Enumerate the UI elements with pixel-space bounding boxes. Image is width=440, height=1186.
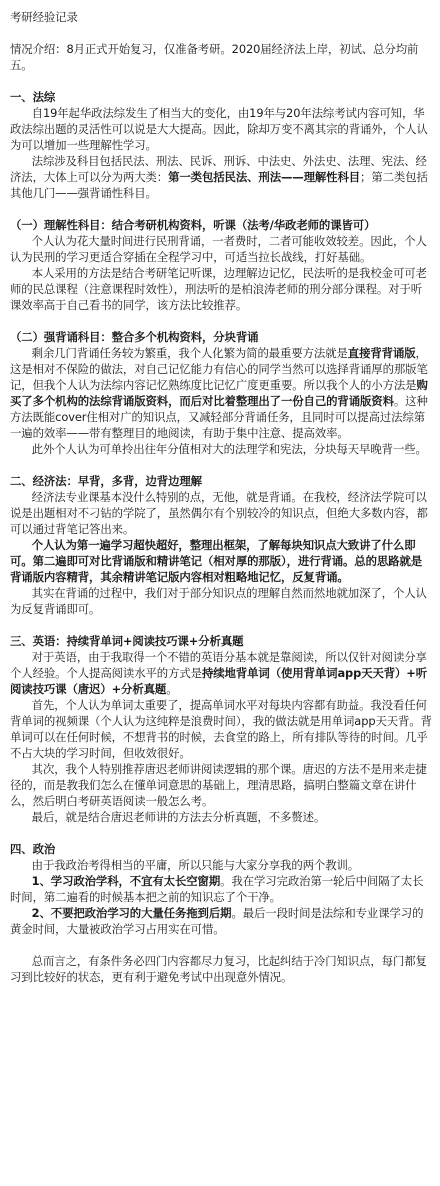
economic-law-paragraph-1: 经济法专业课基本没什么特别的点，无他，就是背诵。在我校，经济法学院可以说是出题相对不刁钻的学院了，虽然偶尔有个别较冷的知识点，但绝大多数内容，都可以通过背笔记答出来。 [10,490,428,536]
conclusion-paragraph: 总而言之，有条件务必四门内容都尽力复习，比起纠结于冷门知识点，每门都复习到比较好的状态，更有利于避免考试中出现意外情况。 [10,954,427,984]
english-paragraph-1: 对于英语，由于我取得一个不错的英语分基本就是靠阅读，所以仅针对阅读分享个人经验。个人提高阅读水平的方式是持续地背单词（使用背单词app天天背）+听阅读技巧课（唐迟）+分析真题。 [10,650,428,696]
english-paragraph-3: 其次，我个人特别推荐唐迟老师讲阅读逻辑的那个课。唐迟的方法不是用来走捷径的，而是教我们怎么在懂单词意思的基础上，理清思路，搞明白整篇文章在讲什么，然后明白考研英语阅读一般怎么考。 [10,762,427,808]
intro-paragraph: 情况介绍：8月正式开始复习，仅准备考研。2020届经济法上岸，初试、总分均前五。 [10,42,419,72]
law-paragraph-1: 自19年起华政法综发生了相当大的变化，由19年与20年法综考试内容可知，华政法综出题的灵活性可以说是大大提高。因此，除却万变不离其宗的背诵外，个人认为可以增加一些理解性学习。 [10,106,428,152]
politics-lesson-2: 2、不要把政治学习的大量任务拖到后期。最后一段时间是法综和专业课学习的黄金时间，大量被政治学习占用实在可惜。 [10,906,424,936]
politics-paragraph-1: 由于我政治考得相当的平庸，所以只能与大家分享我的两个教训。 [31,858,360,872]
economic-law-paragraph-3: 其实在背诵的过程中，我们对于部分知识点的理解自然而然地就加深了，个人认为反复背诵即可。 [10,586,427,616]
memorization-paragraph-2: 此外个人认为可单拎出往年分值相对大的法理学和宪法，分块每天早晚背一些。 [31,442,427,456]
document-title: 考研经验记录 [10,10,78,24]
economic-law-paragraph-2: 个人认为第一遍学习超快超好，整理出框架，了解每块知识点大致讲了什么即可。第二遍即可对比背诵版和精讲笔记（相对厚的那版），进行背诵。总的思路就是背诵版内容精背，其余精讲笔记版内容相对粗略地记忆，反复背诵。 [10,538,423,584]
memorization-paragraph-1: 剩余几门背诵任务较为繁重，我个人化繁为简的最重要方法就是直接背背诵版，这是相对不保险的做法，对自己记忆能力有信心的同学当然可以选择背诵厚的那版笔记，但我个人认为法综内容记忆熟练度比记忆广度更重要。所以我个人的小方法是购买了多个机构的法综背诵版资料，而后对比着整理出了一份自己的背诵版资料。这种方法既能cover住相对广的知识点，又减轻部分背诵任务，且同时可以提高过法综第一遍的效率——带有整理目的地阅读，有助于集中注意、提高效率。 [10,346,428,440]
understanding-paragraph-2: 本人采用的方法是结合考研笔记听课，边理解边记忆，民法听的是我校金可可老师的民总课程（注意课程时效性），刑法听的是柏浪涛老师的刑分部分课程。对于听课效率高于自己看书的同学，该方法比较推荐。 [10,266,427,312]
english-paragraph-4: 最后，就是结合唐迟老师讲的方法去分析真题，不多赘述。 [31,810,326,824]
subsection-heading-understanding: （一）理解性科目：结合考研机构资料，听课（法考/华政老师的课皆可） [10,218,376,232]
section-heading-economic-law: 二、经济法：早背，多背，边背边理解 [10,474,202,488]
english-paragraph-2: 首先，个人认为单词太重要了，提高单词水平对每块内容都有助益。我没看任何背单词的视频课（个人认为这纯粹是浪费时间），我的做法就是用单词app天天背。背单词可以在任何时候，不想背书的时候，去食堂的路上，所有排队等待的时间。几乎不占大块的学习时间，但收效很好。 [10,698,432,760]
section-heading-law: 一、法综 [10,90,56,104]
law-paragraph-2: 法综涉及科目包括民法、刑法、民诉、刑诉、中法史、外法史、法理、宪法、经济法，大体上可以分为两大类：第一类包括民法、刑法——理解性科目；第二类包括其他几门——强背诵性科目。 [10,154,428,200]
section-heading-politics: 四、政治 [10,842,56,856]
subsection-heading-memorization: （二）强背诵科目：整合多个机构资料，分块背诵 [10,330,259,344]
section-heading-english: 三、英语：持续背单词+阅读技巧课+分析真题 [10,634,244,648]
politics-lesson-1: 1、学习政治学科，不宜有太长空窗期。我在学习完政治第一轮后中间隔了太长时间，第二遍看的时候基本把之前的知识忘了个干净。 [10,874,424,904]
understanding-paragraph-1: 个人认为花大量时间进行民刑背诵，一者费时，二者可能收效较差。因此，个人认为民刑的学习更适合穿插在全程学习中，可适当拉长战线，打好基础。 [10,234,427,264]
